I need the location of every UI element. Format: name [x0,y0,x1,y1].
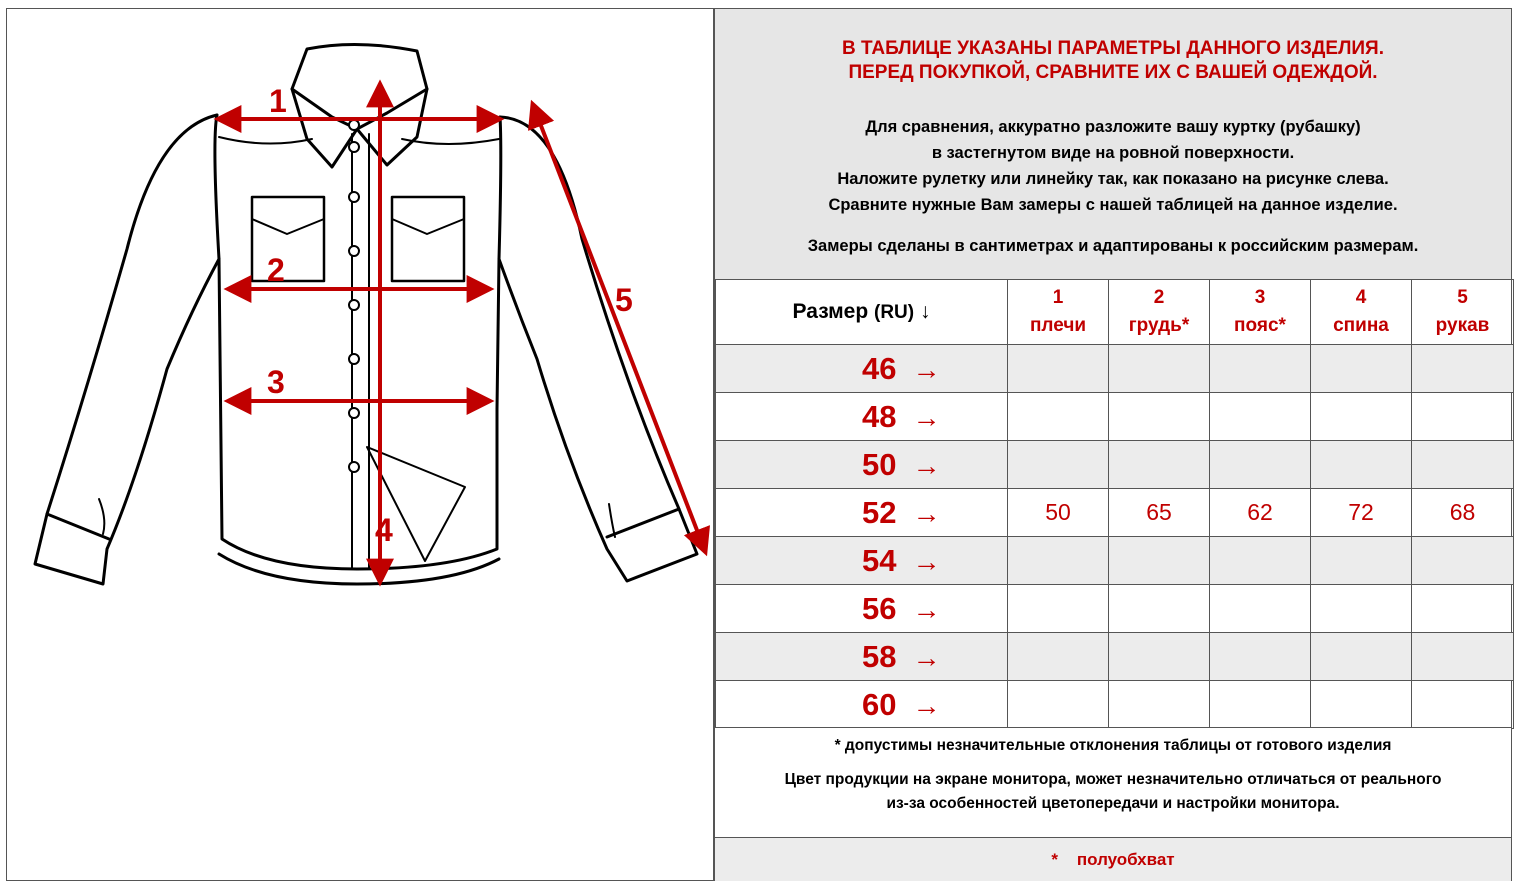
shirt-diagram-panel [6,8,714,881]
measurement-cell [1311,585,1412,633]
chart-footer [715,727,1511,838]
measurement-cell [1008,345,1109,393]
header-title-line2: ПЕРЕД ПОКУПКОЙ, СРАВНИТЕ ИХ С ВАШЕЙ ОДЕЖДОЙ. [848,62,1378,83]
header-title-line1: В ТАБЛИЦЕ УКАЗАНЫ ПАРАМЕТРЫ ДАННОГО ИЗДЕЛИЯ. [841,38,1384,59]
arrow-right-icon: → [912,449,941,481]
instruction-line-3: Наложите рулетку или линейку так, как показано на рисунке слева. [837,170,1389,188]
measurement-cell [1210,345,1311,393]
measurement-cell [1210,585,1311,633]
measurement-cell: 68 [1412,489,1514,537]
diagram-label-5: 5 [615,282,633,318]
column-number: 3 [1254,287,1266,308]
table-row [716,345,1514,393]
measurement-cell [1412,537,1514,585]
column-header-shoulders [1008,280,1109,345]
column-label: плечи [1029,315,1087,336]
measurement-cell [1109,681,1210,729]
measurement-cell [1311,345,1412,393]
arrow-right-icon: → [912,545,941,577]
arrow-right-icon: → [912,401,941,433]
measurement-cell [1109,441,1210,489]
arrow-right-icon: → [912,641,941,673]
size-cell [716,441,1008,489]
measurement-cell [1109,633,1210,681]
measurement-cell [1210,681,1311,729]
column-header-waist [1210,280,1311,345]
shirt-outline [35,44,697,584]
size-column-header [716,280,1008,345]
footer-note-color-line2: из-за особенностей цветопередачи и настройки монитора. [886,795,1340,812]
size-cell [716,585,1008,633]
size-value: 52 [862,494,897,530]
arrow-down-icon: ↓ [919,300,931,323]
size-table [715,279,1514,729]
arrow-right-icon: → [912,497,941,529]
measurement-cell [1008,681,1109,729]
column-number: 4 [1355,287,1367,308]
measure-line-sleeve [533,105,705,551]
column-header-back [1311,280,1412,345]
measurement-cell [1311,441,1412,489]
measurement-cell [1008,633,1109,681]
legend-text: полуобхват [1076,850,1175,869]
diagram-label-4: 4 [375,512,393,548]
shirt-buttons [349,120,359,472]
legend-asterisk: * [1051,850,1058,869]
measurement-cell [1311,393,1412,441]
column-number: 2 [1153,287,1165,308]
measurement-cell [1412,585,1514,633]
size-cell [716,489,1008,537]
measurement-cell [1210,441,1311,489]
table-row [716,585,1514,633]
measurement-cell [1008,393,1109,441]
size-value: 58 [862,638,897,674]
diagram-label-1: 1 [269,83,287,119]
measurement-cell [1008,441,1109,489]
measurement-cell [1412,393,1514,441]
measurement-cell [1008,537,1109,585]
size-value: 54 [862,542,897,578]
measurement-cell [1008,585,1109,633]
instruction-line-2: в застегнутом виде на ровной поверхности. [931,144,1295,162]
arrow-right-icon: → [912,353,941,385]
size-cell [716,681,1008,729]
table-row [716,489,1514,537]
diagram-label-2: 2 [267,252,285,288]
size-chart-panel [714,8,1512,881]
size-header-label: Размер [792,300,869,323]
column-number: 5 [1457,287,1468,308]
measurement-cell [1311,633,1412,681]
column-label: пояс* [1234,315,1286,336]
column-number: 1 [1052,287,1064,308]
measurement-cell [1109,537,1210,585]
table-row [716,633,1514,681]
measurement-lines [219,85,705,581]
chart-header [715,9,1511,280]
measurement-cell [1109,345,1210,393]
measurement-cell: 72 [1311,489,1412,537]
measurement-cell [1412,345,1514,393]
arrow-right-icon: → [912,593,941,625]
column-label: рукав [1435,315,1490,336]
measurement-cell [1210,633,1311,681]
instruction-line-4: Сравните нужные Вам замеры с нашей таблицей на данное изделие. [828,196,1398,214]
measurement-cell [1412,441,1514,489]
table-header-row [716,280,1514,345]
size-cell [716,537,1008,585]
size-cell [716,345,1008,393]
measurement-cell [1109,393,1210,441]
measurement-cell [1210,393,1311,441]
diagram-label-3: 3 [267,364,285,400]
measurement-cell [1311,681,1412,729]
measurement-cell [1412,633,1514,681]
table-row [716,441,1514,489]
measurement-cell [1210,537,1311,585]
column-header-chest [1109,280,1210,345]
arrow-right-icon: → [912,689,941,721]
column-label: грудь* [1128,315,1190,336]
size-value: 50 [862,446,897,482]
size-value: 46 [862,350,897,386]
table-row [716,681,1514,729]
measurement-cell [1109,585,1210,633]
measurement-cell: 50 [1008,489,1109,537]
measurement-cell: 62 [1210,489,1311,537]
column-header-sleeve [1412,280,1514,345]
footer-note-tolerance: * допустимы незначительные отклонения таблицы от готового изделия [834,737,1392,754]
legend-bar [715,837,1511,881]
size-cell [716,393,1008,441]
instruction-line-1: Для сравнения, аккуратно разложите вашу куртку (рубашку) [865,118,1361,136]
footer-note-color-line1: Цвет продукции на экране монитора, может незначительно отличаться от реального [784,771,1442,788]
measurement-cell: 65 [1109,489,1210,537]
table-row [716,393,1514,441]
shirt-diagram [7,9,713,880]
column-label: спина [1333,315,1389,336]
size-value: 56 [862,590,897,626]
size-header-unit: (RU) [874,302,915,323]
measurement-cell [1412,681,1514,729]
size-value: 48 [862,398,897,434]
size-value: 60 [862,686,897,722]
measurement-note: Замеры сделаны в сантиметрах и адаптированы к российским размерам. [807,237,1419,255]
measurement-cell [1311,537,1412,585]
size-cell [716,633,1008,681]
table-row [716,537,1514,585]
size-rows [716,345,1514,729]
